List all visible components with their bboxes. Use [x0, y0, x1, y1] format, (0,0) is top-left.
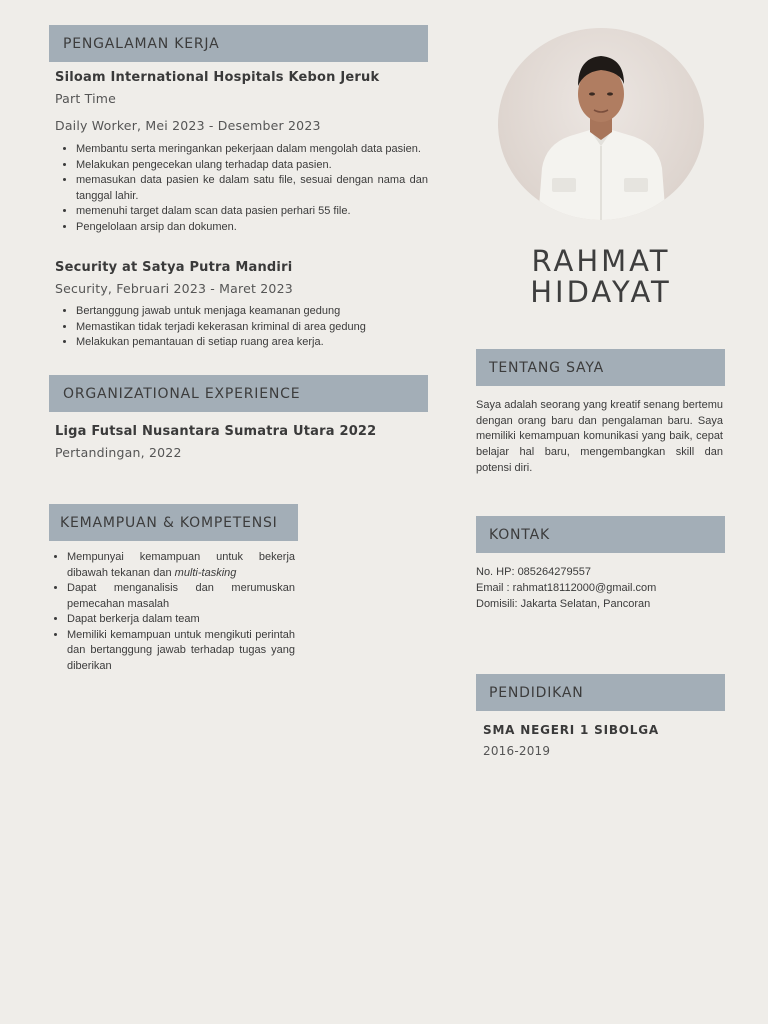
list-item: • Melakukan pengecekan ulang terhadap data pasien. — [76, 158, 428, 174]
about-section-heading — [476, 349, 725, 386]
contact-email: Email : rahmat18112000@gmail.com — [476, 582, 657, 594]
list-item: • Dapat menganalisis dan merumuskan pemecahan masalah — [67, 581, 295, 612]
list-item: • Memastikan tidak terjadi kekerasan kriminal di area gedung — [76, 320, 428, 336]
contact-details — [476, 564, 726, 612]
contact-phone: No. HP: 085264279557 — [476, 566, 591, 578]
profile-name — [476, 246, 726, 308]
education-section-heading — [476, 674, 725, 711]
job-1-type: Part Time — [55, 91, 117, 106]
list-item — [67, 550, 295, 581]
org-sub: Pertandingan, 2022 — [55, 445, 182, 460]
job-2-title: Security at Satya Putra Mandiri — [55, 260, 293, 275]
work-heading-text: PENGALAMAN KERJA — [63, 35, 220, 52]
profile-photo — [498, 28, 704, 220]
list-item: • Memiliki kemampuan untuk mengikuti perintah dan bertanggung jawab terhadap tugas yang diberikan — [67, 628, 295, 675]
job-2-bullets — [55, 304, 428, 351]
skills-section-heading — [49, 504, 298, 541]
job-2-period: Security, Februari 2023 - Maret 2023 — [55, 281, 293, 296]
skills-list — [46, 550, 295, 674]
list-item: • Dapat berkerja dalam team — [67, 612, 295, 628]
org-heading-text: ORGANIZATIONAL EXPERIENCE — [63, 385, 301, 402]
list-item: • memenuhi target dalam scan data pasien perhari 55 file. — [76, 204, 428, 220]
education-heading-text: PENDIDIKAN — [489, 684, 584, 701]
skill-1-italic: multi-tasking — [174, 566, 237, 579]
name-last: HIDAYAT — [530, 275, 672, 309]
contact-heading-text: KONTAK — [489, 526, 550, 543]
skills-heading-text: KEMAMPUAN & KOMPETENSI — [60, 514, 278, 531]
about-text: Saya adalah seorang yang kreatif senang bertemu dengan orang baru dan pengalaman baru. Saya memiliki kemampuan komunikasi yang baik, cepat belajar hal baru, mengembangkan skill dan potensi diri. — [476, 399, 723, 474]
education-school: SMA NEGERI 1 SIBOLGA — [483, 723, 659, 737]
job-1-period: Daily Worker, Mei 2023 - Desember 2023 — [55, 118, 321, 133]
education-years: 2016-2019 — [483, 744, 551, 758]
work-section-heading — [49, 25, 428, 62]
name-first: RAHMAT — [531, 244, 671, 278]
list-item: • Membantu serta meringankan pekerjaan dalam mengolah data pasien. — [76, 142, 428, 158]
list-item: • Melakukan pemantauan di setiap ruang area kerja. — [76, 335, 428, 351]
about-heading-text: TENTANG SAYA — [489, 359, 604, 376]
person-portrait-icon — [498, 28, 704, 220]
list-item: • Bertanggung jawab untuk menjaga keamanan gedung — [76, 304, 428, 320]
org-section-heading — [49, 375, 428, 412]
contact-address: Domisili: Jakarta Selatan, Pancoran — [476, 598, 651, 610]
contact-section-heading — [476, 516, 725, 553]
job-1-bullets — [55, 142, 428, 235]
skill-1-text: Mempunyai kemampuan untuk bekerja dibawah tekanan dan — [67, 551, 295, 579]
org-title: Liga Futsal Nusantara Sumatra Utara 2022 — [55, 424, 377, 439]
job-1-title: Siloam International Hospitals Kebon Jeruk — [55, 70, 380, 85]
list-item: • memasukan data pasien ke dalam satu file, sesuai dengan nama dan tanggal lahir. — [76, 173, 428, 204]
list-item: • Pengelolaan arsip dan dokumen. — [76, 220, 428, 236]
